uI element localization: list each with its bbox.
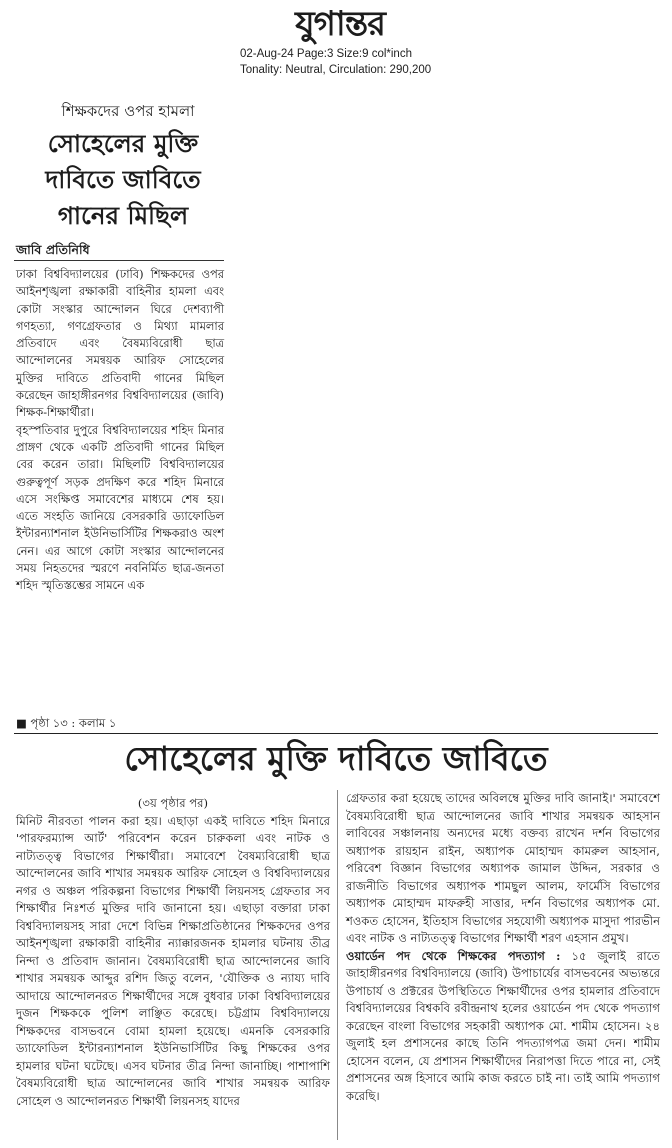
continued-on-page-line: ■ পৃষ্ঠা ১৩ : কলাম ১ <box>16 716 117 730</box>
body-paragraph: বৃহস্পতিবার দুপুরে বিশ্ববিদ্যালয়ের শহিদ মিনার প্রাঙ্গণ থেকে একটি প্রতিবাদী গানের মিছিল বের করেন তারা। মিছিলটি বিশ্ববিদ্যালয়ের গুরুত্বপূর্ণ সড়ক প্রদক্ষিণ করে শহিদ মিনারে এসে সংক্ষিপ্ত সমাবেশের মাধ্যমে শেষ হয়। এতে সংহতি জানিয়ে বেসরকারি ড্যাফোডিল ইন্টারন্যাশনাল ইউনিভার্সিটির শিক্ষকরাও অংশ নেন। এর আগে কোটা সংস্কার আন্দোলনের সময় নিহতদের স্মরণে নবনির্মিত ছাত্র-জনতা শহিদ স্মৃতিস্তম্ভের সামনে এক <box>16 422 224 593</box>
headline-line: গানের মিছিল <box>57 201 189 230</box>
body-paragraph <box>346 948 660 1106</box>
clipping-meta-size: 02-Aug-24 Page:3 Size:9 col*inch <box>240 48 412 60</box>
body-paragraph: ঢাকা বিশ্ববিদ্যালয়ের (ঢাবি) শিক্ষকদের ওপর আইনশৃঙ্খলা রক্ষাকারী বাহিনীর হামলা এবং কোটা সংস্কার আন্দোলন ঘিরে দেশব্যাপী গণহত্যা, গণগ্রেফতার ও মিথ্যা মামলার প্রতিবাদে এবং বৈষম্যবিরোধী ছাত্র আন্দোলনের সমন্বয়ক আরিফ সোহেলের মুক্তির দাবিতে প্রতিবাদী গানের মিছিল করেছেন জাহাঙ্গীরনগর বিশ্ববিদ্যালয়ের (জাবি) শিক্ষক-শিক্ষার্থীরা। <box>16 267 224 420</box>
continuation-column-right <box>346 790 660 1105</box>
article-headline <box>18 126 228 234</box>
continued-from-label: (৩য় পৃষ্ঠার পর) <box>137 796 209 810</box>
clipping-meta-tonality: Tonality: Neutral, Circulation: 290,200 <box>240 64 432 76</box>
section-text: ১৫ জুলাই রাতে জাহাঙ্গীরনগর বিশ্ববিদ্যালয়ে (জাবি) উপাচার্যের বাসভবনের অভ্যন্তরে উপাচার্য ও প্রক্টরের উপস্থিতিতে শিক্ষার্থীদের ওপর হামলার প্রতিবাদে বিশ্ববিদ্যালয়ের বিশ্বকবি রবীন্দ্রনাথ হলের ওয়ার্ডেন পদ থেকে পদত্যাগ করেছেন বাংলা বিভাগের সহকারী অধ্যাপক মো. শামীম হোসেন। ২৪ জুলাই হল প্রশাসনের কাছে তিনি পদত্যাগপত্র জমা দেন। শামীম হোসেন বলেন, যে প্রশাসন শিক্ষার্থীদের নিরাপত্তা দিতে পারে না, সেই প্রশাসনের অঙ্গ হিসাবে আমি কাজ করতে চাই না। তাই আমি পদত্যাগ করেছি। <box>346 948 660 1103</box>
continuation-column-left <box>16 795 330 1110</box>
headline-line: দাবিতে জাবিতে <box>45 165 201 194</box>
article-body-column <box>16 266 224 595</box>
headline-line: সোহেলের মুক্তি <box>47 129 199 158</box>
section-subhead: ওয়ার্ডেন পদ থেকে শিক্ষকের পদত্যাগ : <box>346 948 561 963</box>
continuation-headline: সোহেলের মুক্তি দাবিতে জাবিতে <box>124 739 548 778</box>
body-paragraph: মিনিট নীরবতা পালন করা হয়। এছাড়া একই দাবিতে শহিদ মিনারে 'পারফরম্যান্স আর্ট' পরিবেশন করেন চারুকলা এবং নাটক ও নাট্যতত্ত্ব বিভাগের শিক্ষার্থীরা। সমাবেশে বৈষম্যবিরোধী ছাত্র আন্দোলনের জাবি শাখার সমন্বয়ক আরিফ সোহেল ও বিশ্ববিদ্যালয়ের নগর ও অঞ্চল পরিকল্পনা বিভাগের শিক্ষার্থী লিয়নসহ গ্রেফতার সব শিক্ষার্থীর নিঃশর্ত মুক্তির দাবি জানানো হয়। এছাড়া বক্তারা ঢাকা বিশ্ববিদ্যালয়সহ সারা দেশে বিভিন্ন শিক্ষাপ্রতিষ্ঠানের শিক্ষকদের ওপর আইনশৃঙ্খলা রক্ষাকারী বাহিনীর ন্যাক্কারজনক হামলার ঘটনায় তীব্র নিন্দা ও প্রতিবাদ জানান। বৈষম্যবিরোধী ছাত্র আন্দোলনের জাবি শাখার সমন্বয়ক আব্দুর রশিদ জিতু বলেন, 'যৌক্তিক ও ন্যায্য দাবি আদায়ে আন্দোলনরত শিক্ষার্থীদের সঙ্গে বুধবার ঢাকা বিশ্ববিদ্যালয়ের দুজন শিক্ষককে পুলিশ লাঞ্ছিত করেছে। চট্টগ্রাম বিশ্ববিদ্যালয়ে শিক্ষকদের বাসভবনে বোমা হামলা হয়েছে। এমনকি বেসরকারি ড্যাফোডিল ইন্টারন্যাশনাল ইউনিভার্সিটির কিছু শিক্ষকের ওপর হামলার ঘটনা ঘটেছে। এসব ঘটনার তীব্র নিন্দা জানাচ্ছি। পাশাপাশি বৈষম্যবিরোধী ছাত্র আন্দোলনের জাবি শাখার সমন্বয়ক আরিফ সোহেল ও আন্দোলনরত শিক্ষার্থী লিয়নসহ যাদের <box>16 813 330 1108</box>
newspaper-logo: যুগান্তর <box>295 4 385 44</box>
article-kicker: শিক্ষকদের ওপর হামলা <box>61 102 195 120</box>
body-paragraph: গ্রেফতার করা হয়েছে তাদের অবিলম্বে মুক্তির দাবি জানাই।' সমাবেশে বৈষম্যবিরোধী ছাত্র আন্দোলনের জাবি শাখার সমন্বয়ক আহসান লাবিবের সঞ্চালনায় অন্যদের মধ্যে বক্তব্য রাখেন দর্শন বিভাগের অধ্যাপক রায়হান রাইন, অধ্যাপক মোহাম্মদ কামরুল আহসান, পরিবেশ বিজ্ঞান বিভাগের অধ্যাপক জামাল উদ্দিন, সরকার ও রাজনীতি বিভাগের অধ্যাপক শামছুল আলম, ফার্মেসি বিভাগের অধ্যাপক মোহাম্মদ মাফরুহী সাত্তার, দর্শন বিভাগের অধ্যাপক মো. শওকত হোসেন, ইতিহাস বিভাগের সহযোগী অধ্যাপক মাসুদা পারভীন এবং নাটক ও নাট্যতত্ত্ব বিভাগের শিক্ষার্থী শরণ এহসান প্রমুখ। <box>346 791 660 945</box>
article-byline: জাবি প্রতিনিধি <box>16 242 90 257</box>
byline-divider <box>14 260 224 261</box>
column-divider <box>337 790 338 1140</box>
